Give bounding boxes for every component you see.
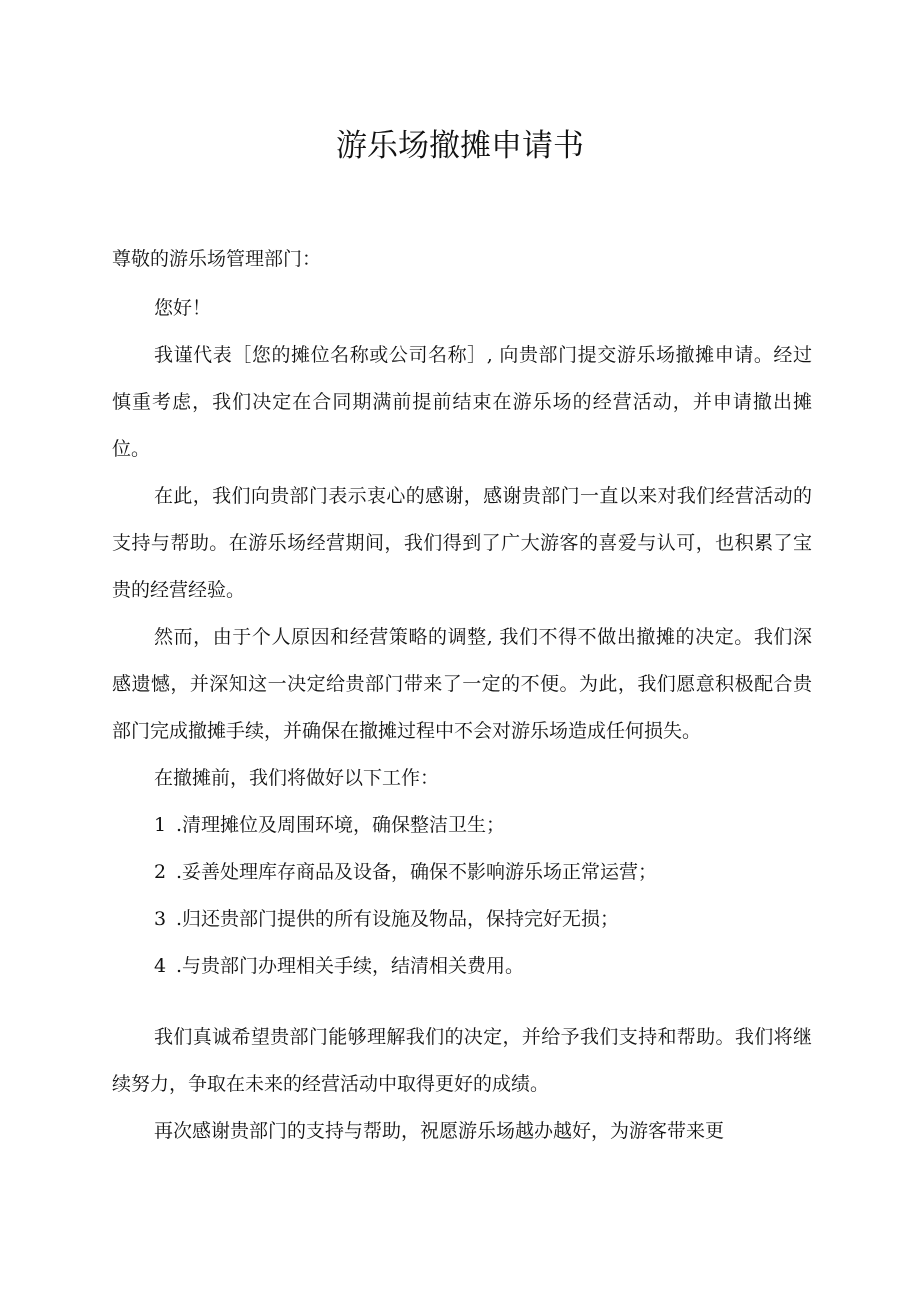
list-item-number: 4 — [154, 955, 167, 977]
work-list — [112, 802, 812, 990]
paragraph-thanks: 在此，我们向贵部门表示衷心的感谢，感谢贵部门一直以来对我们经营活动的支持与帮助。在游乐场经营期间，我们得到了广大游客的喜爱与认可，也积累了宝贵的经营经验。 — [112, 485, 812, 601]
paragraph-list-intro: 在撤摊前，我们将做好以下工作： — [154, 767, 440, 789]
paragraph-spacer — [112, 990, 812, 1014]
paragraph-reason: 然而，由于个人原因和经营策略的调整, 我们不得不做出撤摊的决定。我们深感遗憾，并深知这一决定给贵部门带来了一定的不便。为此，我们愿意积极配合贵部门完成撤摊手续，并确保在撤摊过程中不会对游乐场造成任何损失。 — [112, 626, 812, 742]
list-item-number: 2 — [154, 861, 167, 883]
list-item-number: 3 — [154, 908, 167, 930]
list-item — [112, 943, 812, 990]
paragraph-intro: 我谨代表［您的摊位名称或公司名称］, 向贵部门提交游乐场撤摊申请。经过慎重考虑，我们决定在合同期满前提前结束在游乐场的经营活动，并申请撤出摊位。 — [112, 344, 812, 460]
list-item — [112, 849, 812, 896]
greeting: 您好！ — [154, 297, 212, 319]
list-item-number: 1 — [154, 814, 167, 836]
list-item — [112, 802, 812, 849]
list-item-text: .归还贵部门提供的所有设施及物品，保持完好无损； — [176, 908, 620, 930]
paragraph-closing: 再次感谢贵部门的支持与帮助，祝愿游乐场越办越好，为游客带来更 — [154, 1120, 725, 1142]
paragraph-hope: 我们真诚希望贵部门能够理解我们的决定，并给予我们支持和帮助。我们将继续努力，争取在未来的经营活动中取得更好的成绩。 — [112, 1026, 812, 1095]
document-body — [112, 236, 812, 1155]
document-title: 游乐场撤摊申请书 — [336, 128, 584, 164]
list-item — [112, 896, 812, 943]
list-item-text: .妥善处理库存商品及设备，确保不影响游乐场正常运营； — [176, 861, 658, 883]
list-item-text: .清理摊位及周围环境，确保整洁卫生； — [176, 814, 506, 836]
salutation: 尊敬的游乐场管理部门： — [112, 248, 322, 270]
list-item-text: .与贵部门办理相关手续，结清相关费用。 — [176, 955, 525, 977]
